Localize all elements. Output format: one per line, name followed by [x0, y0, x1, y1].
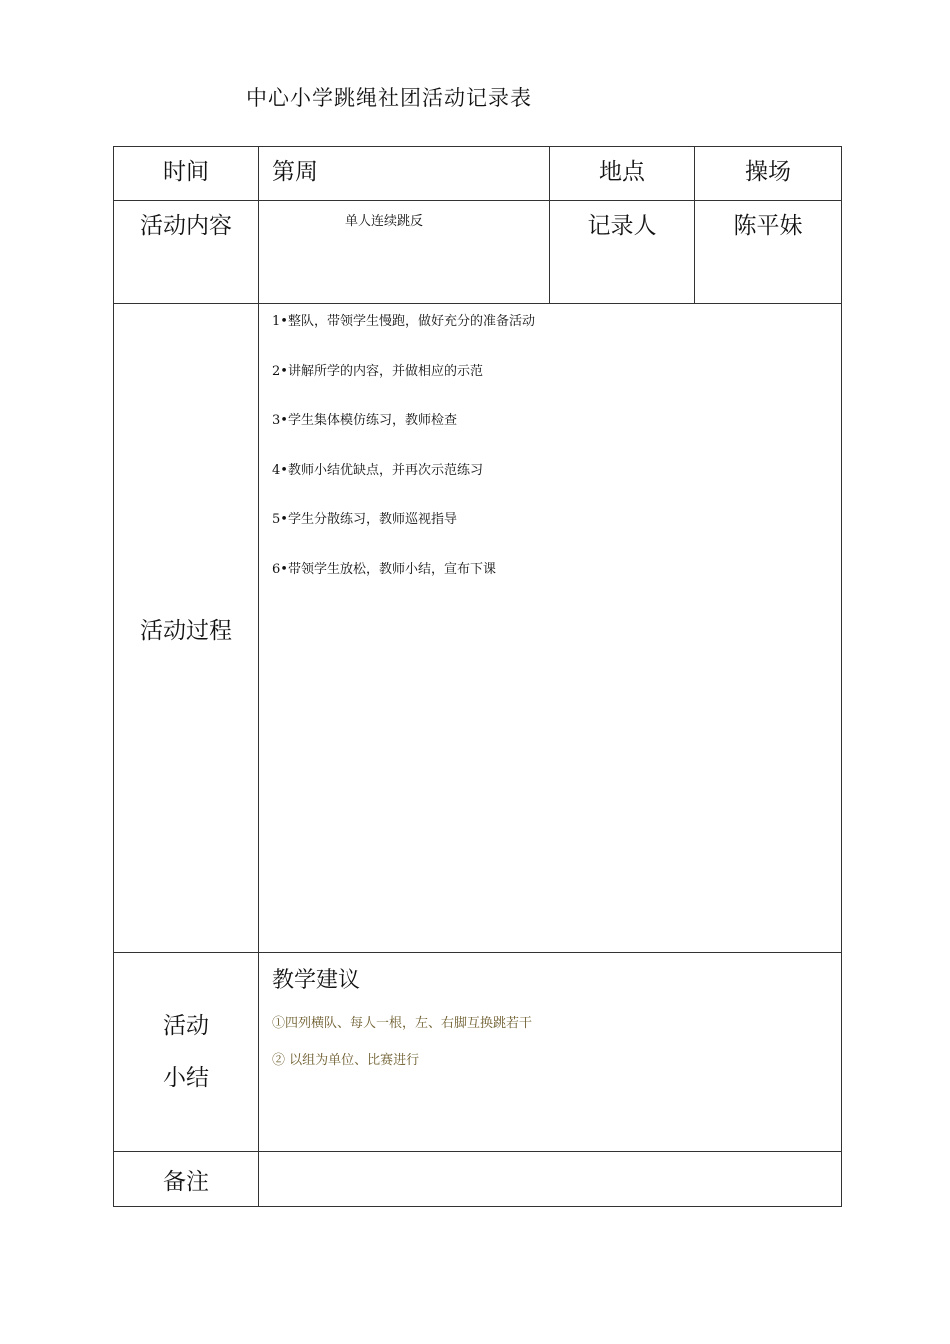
place-label-cell: [550, 147, 695, 201]
recorder-value: 陈平妹: [733, 213, 803, 239]
time-label: 时间: [163, 159, 209, 185]
list-item: 2•讲解所学的内容，并做相应的示范: [272, 363, 483, 379]
process-label-cell: [114, 304, 259, 953]
week-value-cell: [259, 147, 550, 201]
remarks-value-cell: [259, 1152, 842, 1207]
summary-content-cell: [259, 953, 842, 1152]
suggestion-heading: 教学建议: [272, 968, 361, 993]
table-row: [114, 304, 842, 953]
place-value: 操场: [745, 159, 791, 185]
time-label-cell: [114, 147, 259, 201]
summary-label-line1: 活动: [163, 1013, 209, 1039]
place-value-cell: [695, 147, 842, 201]
table-row: [114, 201, 842, 304]
table-row: [114, 147, 842, 201]
week-value: 第周: [272, 159, 318, 185]
content-value: 单人连续跳反: [344, 214, 423, 229]
document-title: 中心小学跳绳社团活动记录表: [246, 86, 532, 110]
table-row: [114, 1152, 842, 1207]
suggestion-item: ①四列横队、每人一根，左、右脚互换跳若干: [272, 1016, 533, 1031]
remarks-label-cell: [114, 1152, 259, 1207]
suggestion-item: ② 以组为单位、比赛进行: [272, 1053, 420, 1068]
content-label-cell: [114, 201, 259, 304]
table-row: [114, 953, 842, 1152]
process-steps-list: [259, 304, 841, 610]
recorder-label-cell: [550, 201, 695, 304]
list-item: 1•整队，带领学生慢跑，做好充分的准备活动: [272, 314, 535, 329]
recorder-label: 记录人: [587, 213, 657, 239]
remarks-label: 备注: [163, 1168, 209, 1195]
list-item: 5•学生分散练习，教师巡视指导: [272, 512, 457, 527]
list-item: 4•教师小结优缺点，并再次示范练习: [272, 462, 483, 478]
summary-label-line2: 小结: [163, 1065, 209, 1091]
place-label: 地点: [599, 159, 645, 185]
process-label: 活动过程: [140, 617, 232, 644]
list-item: 3•学生集体模仿练习，教师检查: [272, 413, 457, 428]
recorder-value-cell: [695, 201, 842, 304]
summary-label-cell: [114, 953, 259, 1152]
activity-record-table: [113, 146, 842, 1207]
process-steps-cell: [259, 304, 842, 953]
list-item: 6•带领学生放松，教师小结，宣布下课: [272, 561, 496, 577]
content-value-cell: [259, 201, 550, 304]
content-label: 活动内容: [140, 213, 232, 239]
